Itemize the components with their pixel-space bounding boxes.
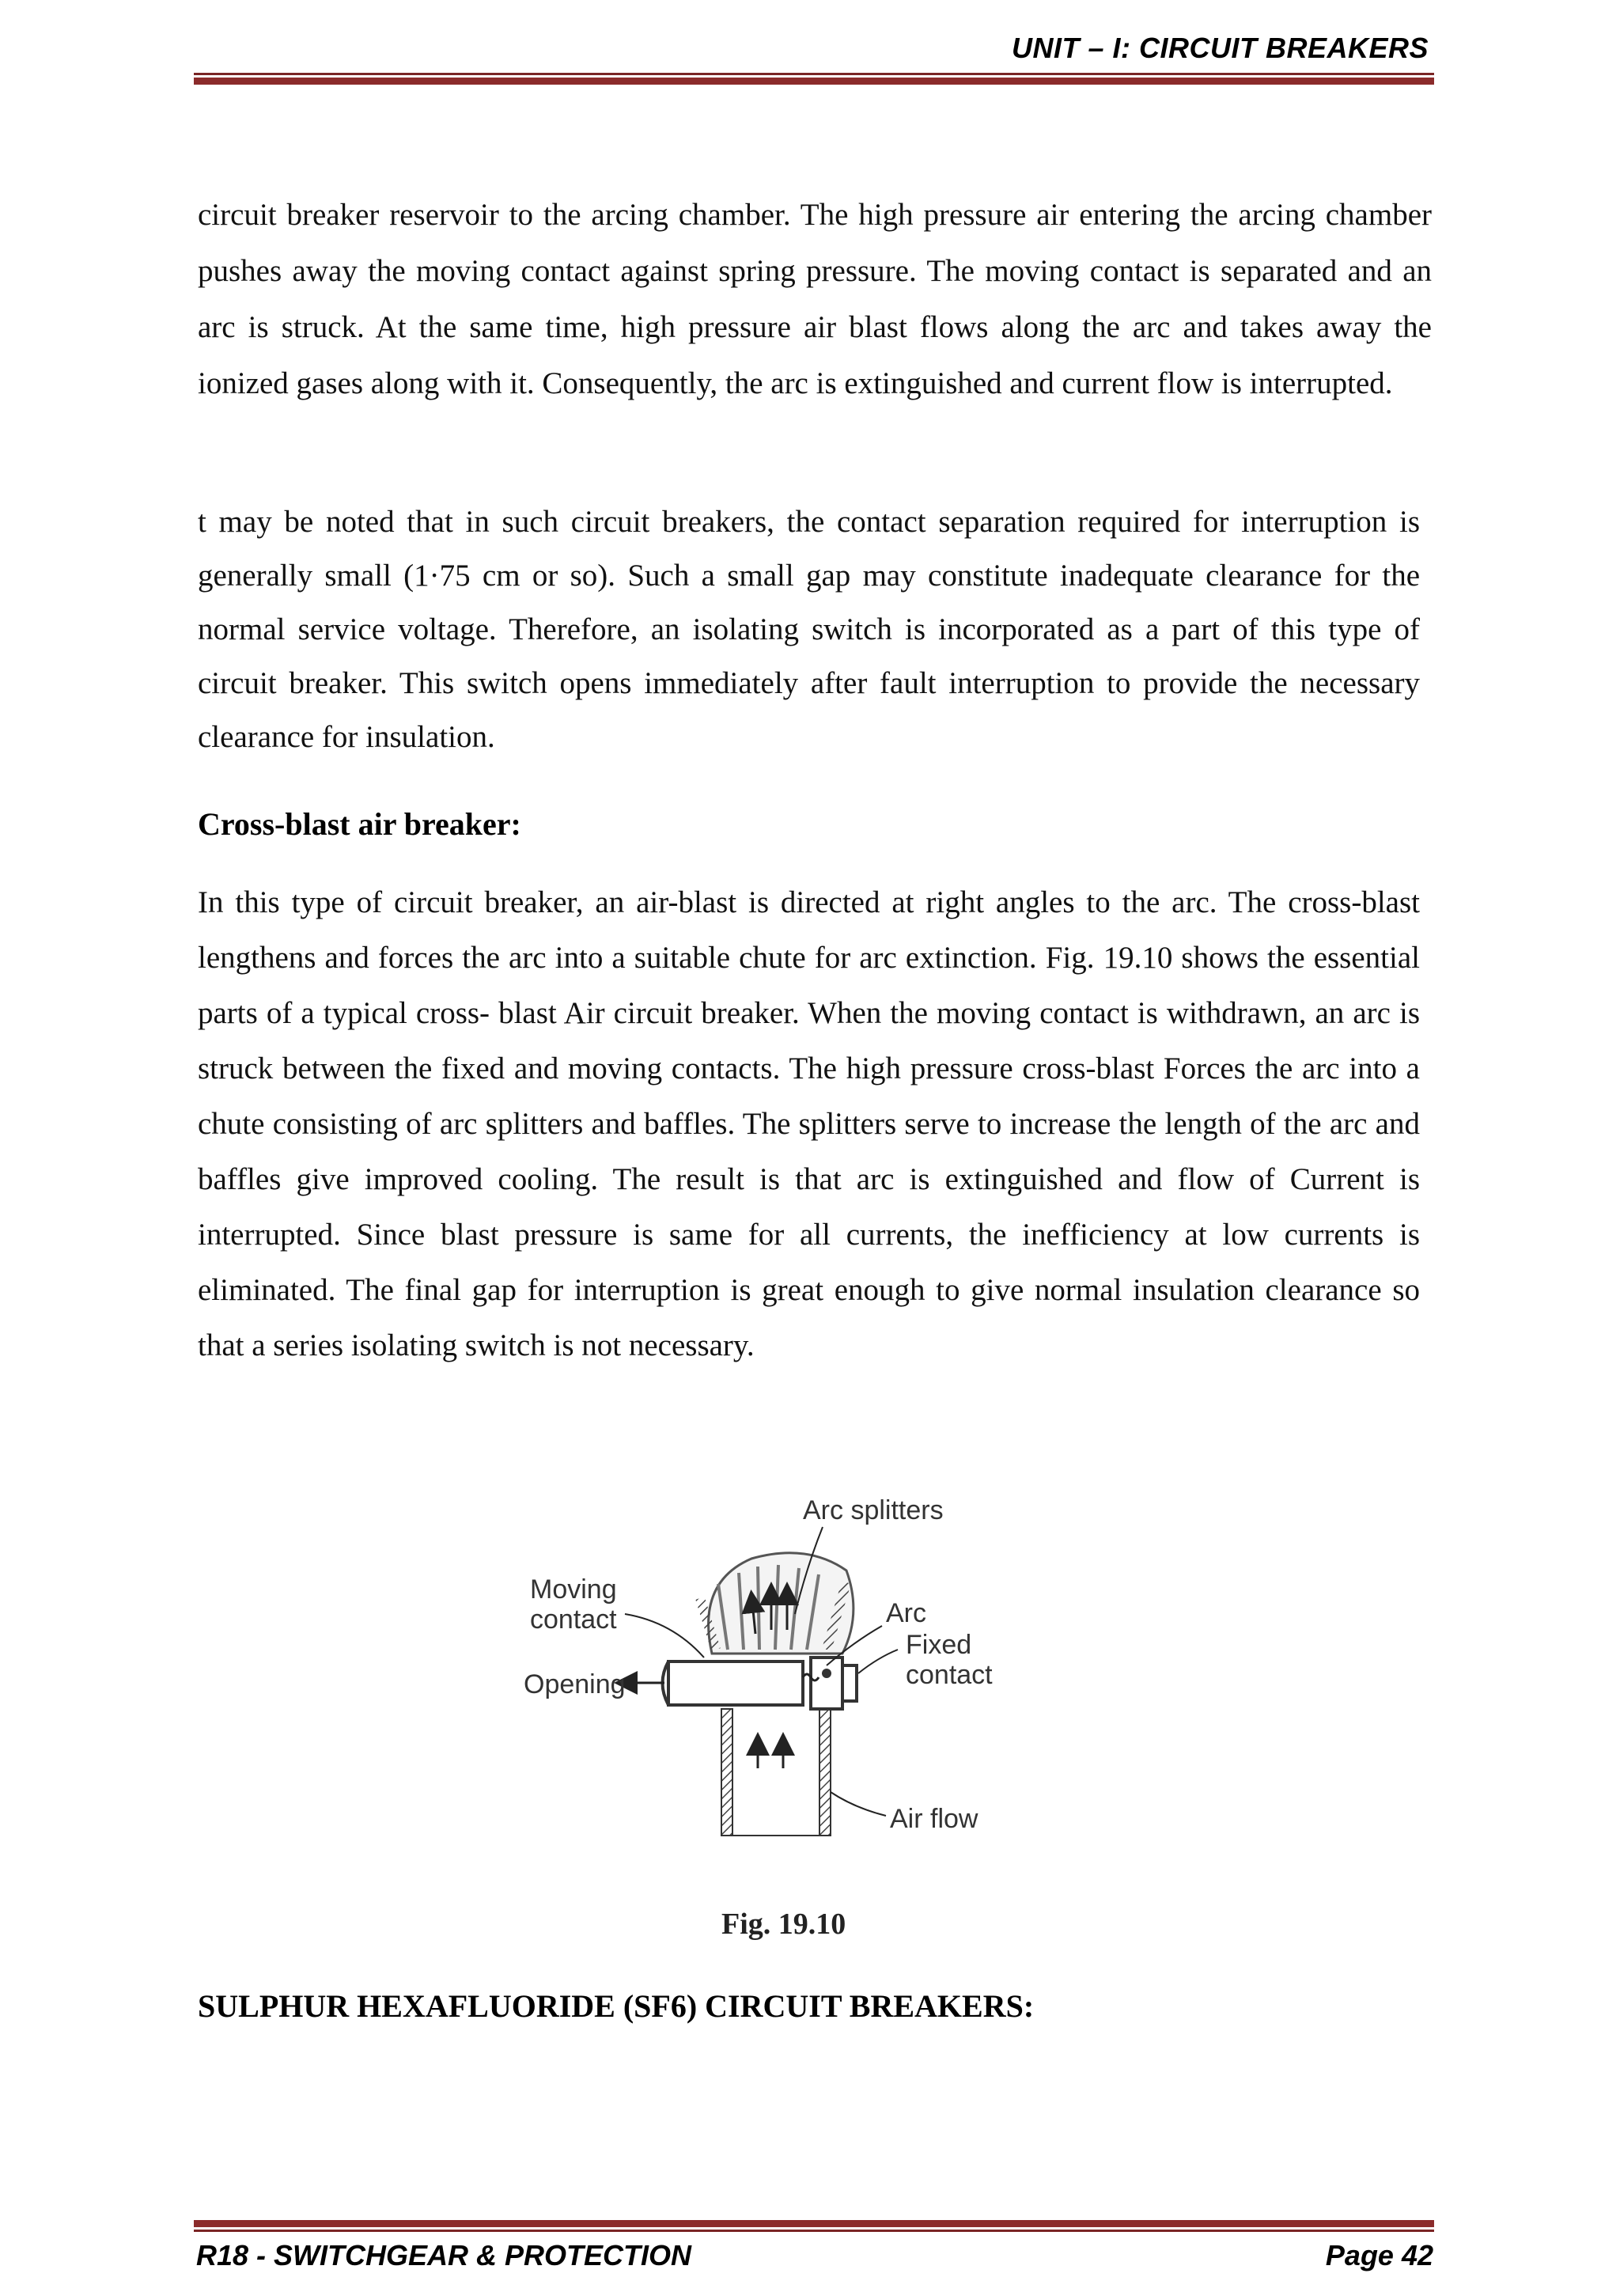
- paragraph-air-blast-continued: circuit breaker reservoir to the arcing chamber. The high pressure air entering the arcing chamber pushes away the moving contact against spring pressure. The moving contact is separated and an arc is struck. At the same time, high pressure air blast flows along the arc and takes away the ionized gases along with it. Consequently, the arc is extinguished and current flow is interrupted.: [198, 198, 1432, 400]
- section-heading-cross-blast: Cross-blast air breaker:: [198, 806, 521, 842]
- header-title: UNIT – I: CIRCUIT BREAKERS: [1011, 32, 1429, 64]
- label-arc: Arc: [886, 1598, 926, 1628]
- header-rule: [194, 73, 1434, 85]
- fixed-contact: [811, 1658, 857, 1709]
- paragraph-cross-blast: In this type of circuit breaker, an air-blast is directed at right angles to the arc. The cross-blast lengthens and forces the arc into a suitable chute for arc extinction. Fig. 19.10 shows the essential parts of a typical cross- blast Air circuit breaker. When the moving contact is withdrawn, an arc is struck between the fixed and moving contacts. The high pressure cross-blast Forces the arc into a chute consisting of arc splitters and baffles. The splitters serve to increase the length of the arc and baffles give improved cooling. The result is that arc is extinguished and flow of Current is interrupted. Since blast pressure is same for all currents, the inefficiency at low currents is eliminated. The final gap for interruption is great enough to give normal insulation clearance so that a series isolating switch is not necessary.: [198, 885, 1420, 1362]
- figure-caption: Fig. 19.10: [721, 1908, 846, 1941]
- label-arc-splitters: Arc splitters: [803, 1495, 944, 1525]
- label-air-flow: Air flow: [890, 1804, 978, 1834]
- paragraph-isolating-switch: t may be noted that in such circuit breakers, the contact separation required for interruption is generally small (1·75 cm or so). Such a small gap may constitute inadequate clearance for the normal service voltage. Therefore, an isolating switch is incorporated as a part of this type of circuit breaker. This switch opens immediately after fault interruption to provide the necessary clearance for insulation.: [198, 505, 1420, 754]
- footer-course-title: R18 - SWITCHGEAR & PROTECTION: [196, 2239, 692, 2271]
- label-opening: Opening: [524, 1669, 626, 1699]
- cross-blast-breaker-figure: [514, 1495, 1020, 1859]
- label-fixed: Fixed: [906, 1630, 972, 1660]
- arc-chute: [700, 1553, 854, 1654]
- section-heading-sf6: SULPHUR HEXAFLUORIDE (SF6) CIRCUIT BREAKERS:: [198, 1988, 1035, 2024]
- footer-page-number: Page 42: [1325, 2239, 1433, 2271]
- moving-contact: [663, 1661, 804, 1705]
- label-moving: Moving: [530, 1574, 617, 1605]
- footer-rule: [194, 2220, 1434, 2232]
- label-moving-contact: contact: [530, 1605, 617, 1635]
- label-fixed-contact: contact: [906, 1660, 993, 1690]
- air-duct: [721, 1709, 831, 1836]
